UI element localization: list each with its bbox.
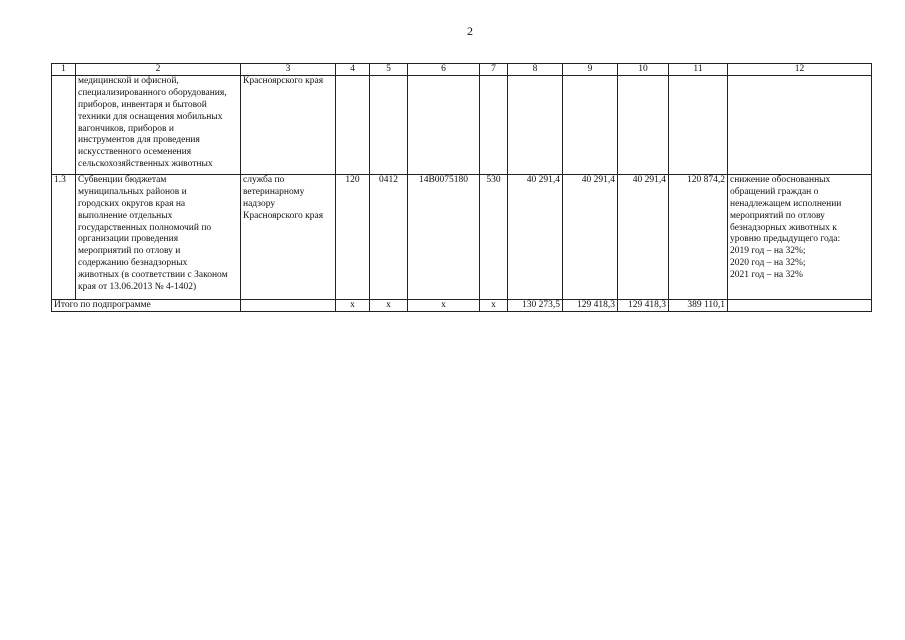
table-cell — [480, 76, 508, 175]
executor-cell: Красноярского края — [241, 76, 336, 175]
header-cell: 4 — [336, 64, 370, 76]
total-label-cell: Итого по подпрограмме — [52, 300, 241, 312]
table-cell — [408, 76, 480, 175]
total-year1-cell: 130 273,5 — [508, 300, 563, 312]
table-cell — [669, 76, 728, 175]
table-cell — [241, 300, 336, 312]
header-cell: 6 — [408, 64, 480, 76]
header-cell: 11 — [669, 64, 728, 76]
total-row — [52, 300, 872, 312]
grbs-code-cell: 120 — [336, 175, 370, 300]
total-expense-type-cell: х — [480, 300, 508, 312]
amount-year2-cell: 40 291,4 — [563, 175, 618, 300]
header-cell: 12 — [728, 64, 872, 76]
measure-name-cell: медицинской и офисной, специализированного оборудования, приборов, инвентаря и бытовой техники для оснащения мобильных вагончиков, приборов и инструментов для проведения искусственного осеменения сельскохозяйственных животных — [76, 76, 241, 175]
row-number-cell: 1.3 — [52, 175, 76, 300]
amount-year3-cell: 40 291,4 — [618, 175, 669, 300]
header-cell: 1 — [52, 64, 76, 76]
executor-cell: служба по ветеринарному надзору Красноярского края — [241, 175, 336, 300]
table-cell — [618, 76, 669, 175]
header-cell: 7 — [480, 64, 508, 76]
page-number: 2 — [467, 24, 473, 38]
amount-total-cell: 120 874,2 — [669, 175, 728, 300]
total-section-cell: х — [370, 300, 408, 312]
header-cell: 8 — [508, 64, 563, 76]
header-cell: 9 — [563, 64, 618, 76]
header-cell: 2 — [76, 64, 241, 76]
table-cell — [508, 76, 563, 175]
expected-result-cell: снижение обоснованных обращений граждан о ненадлежащем исполнении мероприятий по отлову безнадзорных животных к уровню предыдущего года: 2019 год – на 32%; 2020 год – на 32%; 2021 год – на 32% — [728, 175, 872, 300]
table-row — [52, 76, 872, 175]
total-grbs-cell: х — [336, 300, 370, 312]
table-cell — [728, 300, 872, 312]
expense-type-cell: 530 — [480, 175, 508, 300]
table-cell — [370, 76, 408, 175]
header-cell: 5 — [370, 64, 408, 76]
amount-year1-cell: 40 291,4 — [508, 175, 563, 300]
table-cell — [336, 76, 370, 175]
target-article-cell: 14В0075180 — [408, 175, 480, 300]
table-cell — [563, 76, 618, 175]
program-table — [51, 63, 872, 312]
table-cell — [728, 76, 872, 175]
section-code-cell: 0412 — [370, 175, 408, 300]
table-header-row — [52, 64, 872, 76]
total-year2-cell: 129 418,3 — [563, 300, 618, 312]
table-row — [52, 175, 872, 300]
row-number-cell — [52, 76, 76, 175]
total-sum-cell: 389 110,1 — [669, 300, 728, 312]
total-article-cell: х — [408, 300, 480, 312]
header-cell: 10 — [618, 64, 669, 76]
measure-name-cell: Субвенции бюджетам муниципальных районов и городских округов края на выполнение отдельных государственных полномочий по организации проведения мероприятий по отлову и содержанию безнадзорных животных (в соответствии с Законом края от 13.06.2013 № 4-1402) — [76, 175, 241, 300]
header-cell: 3 — [241, 64, 336, 76]
total-year3-cell: 129 418,3 — [618, 300, 669, 312]
